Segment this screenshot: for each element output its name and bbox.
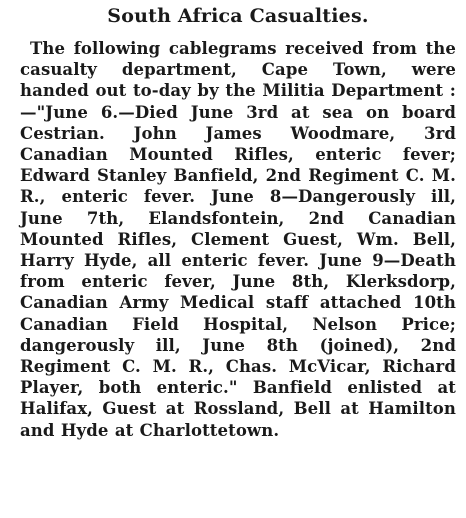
article-body: The following cablegrams received from the casualty department, Cape Town, were handed out to-day by the Militia Department :—"June 6.—Died June 3rd at sea on board Cestrian. John James Woodmare, 3rd Canadian Mounted Rifles, enteric fever; Edward Stanley Banfield, 2nd Regiment C. M. R., enteric fever. June 8—Dangerously ill, June 7th, Elandsfontein, 2nd Canadian Mounted Rifles, Clement Guest, Wm. Bell, Harry Hyde, all enteric fever. June 9—Death from enteric fever, June 8th, Klerksdorp, Canadian Army Medical staff attached 10th Canadian Field Hospital, Nelson Price; dangerously ill, June 8th (joined), 2nd Regiment C. M. R., Chas. McVicar, Richard Player, both enteric." Banfield enlisted at Halifax, Guest at Rossland, Bell at Hamilton and Hyde at Charlottetown. xyxy=(20,39,456,440)
article-headline: South Africa Casualties. xyxy=(107,5,369,27)
